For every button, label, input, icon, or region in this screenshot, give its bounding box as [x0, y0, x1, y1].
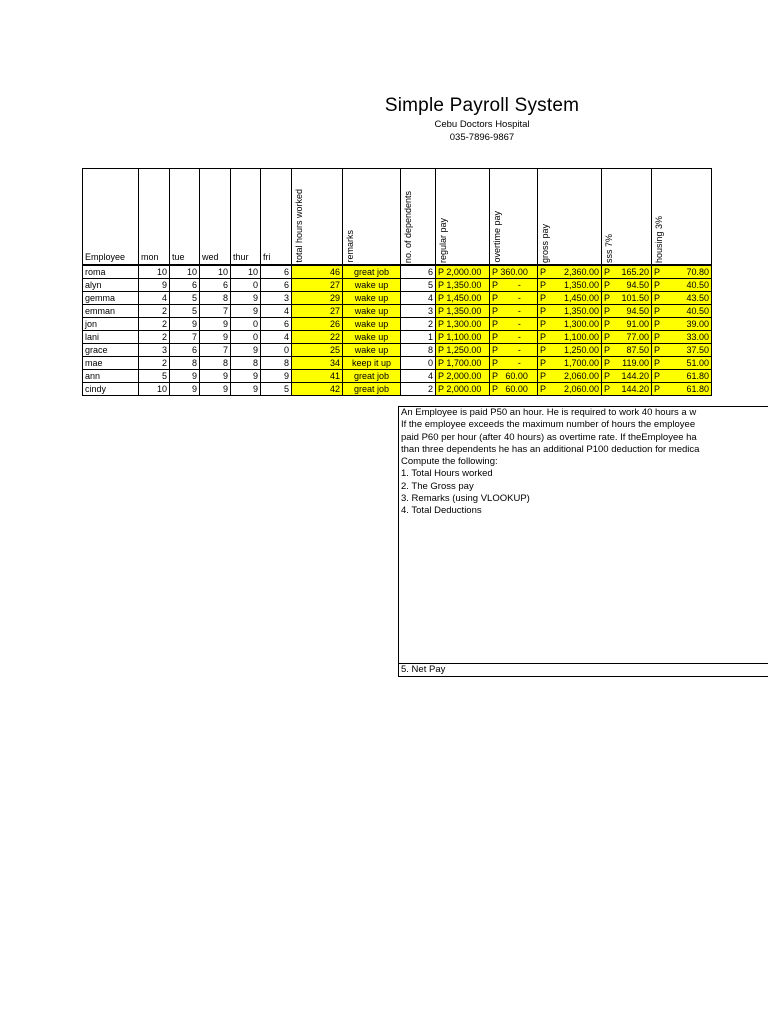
- cell-fri[interactable]: 3: [261, 292, 292, 305]
- cell-gross-pay[interactable]: [538, 344, 602, 357]
- currency-symbol: P: [540, 306, 547, 316]
- cell-total-hours[interactable]: 25: [292, 344, 343, 357]
- cell-housing[interactable]: [652, 265, 712, 279]
- payroll-table: [82, 168, 712, 396]
- cell-wed[interactable]: 7: [200, 305, 231, 318]
- cell-wed[interactable]: 9: [200, 318, 231, 331]
- amount-value: 37.50: [686, 345, 709, 355]
- instructions-box: [398, 406, 768, 677]
- currency-symbol: P: [540, 358, 547, 368]
- cell-mon[interactable]: 10: [139, 265, 170, 279]
- cell-sss[interactable]: [602, 265, 652, 279]
- cell-mon[interactable]: 2: [139, 305, 170, 318]
- amount-value: 40.50: [686, 280, 709, 290]
- table-row: [83, 305, 712, 318]
- cell-mon[interactable]: 3: [139, 344, 170, 357]
- cell-gross-pay[interactable]: [538, 383, 602, 396]
- cell-mon[interactable]: 2: [139, 331, 170, 344]
- cell-mon[interactable]: 4: [139, 292, 170, 305]
- cell-tue[interactable]: 6: [170, 344, 200, 357]
- cell-gross-pay[interactable]: [538, 305, 602, 318]
- currency-symbol: P: [654, 332, 661, 342]
- cell-housing[interactable]: [652, 305, 712, 318]
- amount-value: 119.00: [622, 358, 649, 368]
- cell-overtime-pay[interactable]: P 60.00: [490, 383, 538, 396]
- cell-wed[interactable]: 6: [200, 279, 231, 292]
- cell-total-hours[interactable]: 42: [292, 383, 343, 396]
- cell-overtime-pay[interactable]: P -: [490, 331, 538, 344]
- cell-thur[interactable]: 0: [231, 318, 261, 331]
- currency-symbol: P: [654, 371, 661, 381]
- cell-remarks[interactable]: keep it up: [343, 357, 401, 370]
- cell-dependents[interactable]: 2: [401, 383, 436, 396]
- cell-housing[interactable]: [652, 344, 712, 357]
- cell-housing[interactable]: [652, 318, 712, 331]
- cell-tue[interactable]: 9: [170, 370, 200, 383]
- amount-value: 1,300.00: [563, 319, 599, 329]
- amount-value: 91.00: [626, 319, 649, 329]
- table-row: [83, 331, 712, 344]
- col-header-sss[interactable]: sss 7%: [602, 169, 652, 266]
- table-row: [83, 357, 712, 370]
- cell-thur[interactable]: 8: [231, 357, 261, 370]
- currency-symbol: P: [604, 306, 611, 316]
- cell-employee[interactable]: gemma: [83, 292, 139, 305]
- cell-fri[interactable]: 6: [261, 318, 292, 331]
- col-header-employee[interactable]: Employee: [83, 169, 139, 266]
- cell-overtime-pay[interactable]: P -: [490, 305, 538, 318]
- cell-tue[interactable]: 5: [170, 305, 200, 318]
- currency-symbol: P: [654, 293, 661, 303]
- cell-housing[interactable]: [652, 370, 712, 383]
- cell-gross-pay[interactable]: [538, 265, 602, 279]
- amount-value: 144.20: [621, 384, 649, 394]
- cell-regular-pay[interactable]: P 1,700.00: [436, 357, 490, 370]
- table-row: [83, 370, 712, 383]
- cell-overtime-pay[interactable]: P -: [490, 318, 538, 331]
- table-row: [83, 318, 712, 331]
- instruction-line: 2. The Gross pay: [401, 480, 474, 492]
- cell-sss[interactable]: [602, 331, 652, 344]
- cell-regular-pay[interactable]: P 1,250.00: [436, 344, 490, 357]
- cell-remarks[interactable]: great job: [343, 383, 401, 396]
- col-header-dependents[interactable]: no. of dependents: [401, 169, 436, 266]
- col-header-overtime-pay[interactable]: overtime pay: [490, 169, 538, 266]
- amount-value: 1,250.00: [563, 345, 599, 355]
- cell-dependents[interactable]: 4: [401, 292, 436, 305]
- amount-value: 1,700.00: [563, 358, 599, 368]
- cell-fri[interactable]: 5: [261, 383, 292, 396]
- col-header-wed[interactable]: wed: [200, 169, 231, 266]
- cell-sss[interactable]: [602, 305, 652, 318]
- table-row: [83, 383, 712, 396]
- cell-dependents[interactable]: 4: [401, 370, 436, 383]
- cell-total-hours[interactable]: 22: [292, 331, 343, 344]
- cell-wed[interactable]: 8: [200, 357, 231, 370]
- cell-total-hours[interactable]: 41: [292, 370, 343, 383]
- cell-employee[interactable]: ann: [83, 370, 139, 383]
- hospital-phone: 035-7896-9867: [449, 132, 515, 143]
- cell-tue[interactable]: 6: [170, 279, 200, 292]
- instruction-net-pay: 5. Net Pay: [399, 663, 768, 677]
- cell-mon[interactable]: 2: [139, 318, 170, 331]
- cell-employee[interactable]: roma: [83, 265, 139, 279]
- cell-regular-pay[interactable]: P 1,350.00: [436, 279, 490, 292]
- currency-symbol: P: [604, 358, 611, 368]
- amount-value: 94.50: [626, 306, 649, 316]
- cell-total-hours[interactable]: 26: [292, 318, 343, 331]
- cell-fri[interactable]: 6: [261, 265, 292, 279]
- instruction-line: 3. Remarks (using VLOOKUP): [401, 493, 530, 505]
- cell-employee[interactable]: alyn: [83, 279, 139, 292]
- cell-dependents[interactable]: 5: [401, 279, 436, 292]
- cell-fri[interactable]: 4: [261, 305, 292, 318]
- amount-value: 1,450.00: [563, 293, 599, 303]
- cell-dependents[interactable]: 8: [401, 344, 436, 357]
- cell-tue[interactable]: 5: [170, 292, 200, 305]
- currency-symbol: P: [604, 332, 611, 342]
- currency-symbol: P: [654, 319, 661, 329]
- amount-value: 1,100.00: [563, 332, 599, 342]
- cell-total-hours[interactable]: 34: [292, 357, 343, 370]
- cell-regular-pay[interactable]: P 1,350.00: [436, 305, 490, 318]
- cell-sss[interactable]: [602, 344, 652, 357]
- cell-thur[interactable]: 0: [231, 279, 261, 292]
- currency-symbol: P: [540, 332, 547, 342]
- currency-symbol: P: [604, 345, 611, 355]
- cell-sss[interactable]: [602, 292, 652, 305]
- cell-gross-pay[interactable]: [538, 331, 602, 344]
- cell-total-hours[interactable]: 27: [292, 279, 343, 292]
- cell-dependents[interactable]: 6: [401, 265, 436, 279]
- currency-symbol: P: [654, 384, 661, 394]
- cell-gross-pay[interactable]: [538, 357, 602, 370]
- currency-symbol: P: [604, 293, 611, 303]
- col-header-total-hours[interactable]: total hours worked: [292, 169, 343, 266]
- cell-total-hours[interactable]: 29: [292, 292, 343, 305]
- col-header-mon[interactable]: mon: [139, 169, 170, 266]
- cell-dependents[interactable]: 2: [401, 318, 436, 331]
- instruction-line: paid P60 per hour (after 40 hours) as overtime rate. If theEmployee ha: [401, 431, 697, 443]
- cell-gross-pay[interactable]: [538, 292, 602, 305]
- cell-remarks[interactable]: wake up: [343, 292, 401, 305]
- table-row: [83, 279, 712, 292]
- cell-thur[interactable]: 10: [231, 265, 261, 279]
- amount-value: 144.20: [621, 371, 649, 381]
- cell-overtime-pay[interactable]: P 60.00: [490, 370, 538, 383]
- currency-symbol: P: [654, 345, 661, 355]
- cell-housing[interactable]: [652, 279, 712, 292]
- currency-symbol: P: [604, 371, 611, 381]
- cell-tue[interactable]: 9: [170, 318, 200, 331]
- col-header-housing[interactable]: housing 3%: [652, 169, 712, 266]
- cell-housing[interactable]: [652, 383, 712, 396]
- cell-wed[interactable]: 9: [200, 331, 231, 344]
- cell-regular-pay[interactable]: P 2,000.00: [436, 265, 490, 279]
- cell-wed[interactable]: 10: [200, 265, 231, 279]
- cell-employee[interactable]: cindy: [83, 383, 139, 396]
- amount-value: 1,350.00: [563, 280, 599, 290]
- cell-thur[interactable]: 0: [231, 331, 261, 344]
- table-row: [83, 344, 712, 357]
- cell-employee[interactable]: emman: [83, 305, 139, 318]
- currency-symbol: P: [540, 293, 547, 303]
- cell-remarks[interactable]: wake up: [343, 331, 401, 344]
- col-header-gross-pay[interactable]: gross pay: [538, 169, 602, 266]
- instruction-line: 4. Total Deductions: [401, 505, 482, 517]
- cell-mon[interactable]: 2: [139, 357, 170, 370]
- cell-dependents[interactable]: 1: [401, 331, 436, 344]
- amount-value: 43.50: [686, 293, 709, 303]
- cell-regular-pay[interactable]: P 2,000.00: [436, 383, 490, 396]
- cell-overtime-pay[interactable]: P 360.00: [490, 265, 538, 279]
- cell-regular-pay[interactable]: P 1,450.00: [436, 292, 490, 305]
- cell-remarks[interactable]: wake up: [343, 344, 401, 357]
- cell-thur[interactable]: 9: [231, 292, 261, 305]
- cell-overtime-pay[interactable]: P -: [490, 357, 538, 370]
- cell-total-hours[interactable]: 27: [292, 305, 343, 318]
- col-header-remarks[interactable]: remarks: [343, 169, 401, 266]
- cell-wed[interactable]: 9: [200, 383, 231, 396]
- currency-symbol: P: [654, 306, 661, 316]
- instruction-line: than three dependents he has an additional P100 deduction for medica: [401, 443, 700, 455]
- amount-value: 40.50: [686, 306, 709, 316]
- instruction-line: Compute the following:: [401, 456, 498, 468]
- currency-symbol: P: [604, 319, 611, 329]
- currency-symbol: P: [540, 384, 547, 394]
- cell-fri[interactable]: 4: [261, 331, 292, 344]
- amount-value: 51.00: [686, 358, 709, 368]
- currency-symbol: P: [654, 358, 661, 368]
- amount-value: 61.80: [686, 384, 709, 394]
- cell-wed[interactable]: 9: [200, 370, 231, 383]
- cell-fri[interactable]: 8: [261, 357, 292, 370]
- col-header-fri[interactable]: fri: [261, 169, 292, 266]
- cell-fri[interactable]: 9: [261, 370, 292, 383]
- table-row: [83, 265, 712, 279]
- currency-symbol: P: [654, 267, 661, 277]
- amount-value: 101.50: [621, 293, 649, 303]
- cell-remarks[interactable]: wake up: [343, 305, 401, 318]
- col-header-thur[interactable]: thur: [231, 169, 261, 266]
- cell-thur[interactable]: 9: [231, 305, 261, 318]
- cell-thur[interactable]: 9: [231, 344, 261, 357]
- cell-dependents[interactable]: 3: [401, 305, 436, 318]
- cell-tue[interactable]: 9: [170, 383, 200, 396]
- cell-employee[interactable]: grace: [83, 344, 139, 357]
- amount-value: 33.00: [686, 332, 709, 342]
- amount-value: 1,350.00: [563, 306, 599, 316]
- amount-value: 2,060.00: [563, 371, 599, 381]
- amount-value: 2,360.00: [563, 267, 599, 277]
- cell-regular-pay[interactable]: P 2,000.00: [436, 370, 490, 383]
- cell-employee[interactable]: mae: [83, 357, 139, 370]
- cell-thur[interactable]: 9: [231, 383, 261, 396]
- currency-symbol: P: [540, 345, 547, 355]
- instruction-line: If the employee exceeds the maximum number of hours the employee: [401, 419, 696, 431]
- instruction-line: An Employee is paid P50 an hour. He is required to work 40 hours a w: [401, 407, 697, 418]
- table-row: [83, 292, 712, 305]
- currency-symbol: P: [604, 267, 611, 277]
- currency-symbol: P: [604, 384, 611, 394]
- amount-value: 94.50: [626, 280, 649, 290]
- cell-mon[interactable]: 9: [139, 279, 170, 292]
- cell-sss[interactable]: [602, 318, 652, 331]
- col-header-tue[interactable]: tue: [170, 169, 200, 266]
- cell-tue[interactable]: 8: [170, 357, 200, 370]
- cell-regular-pay[interactable]: P 1,300.00: [436, 318, 490, 331]
- instruction-line: 1. Total Hours worked: [401, 468, 493, 480]
- cell-remarks[interactable]: wake up: [343, 318, 401, 331]
- col-header-regular-pay[interactable]: regular pay: [436, 169, 490, 266]
- currency-symbol: P: [540, 267, 547, 277]
- amount-value: 39.00: [686, 319, 709, 329]
- cell-mon[interactable]: 10: [139, 383, 170, 396]
- currency-symbol: P: [654, 280, 661, 290]
- amount-value: 165.20: [621, 267, 649, 277]
- cell-wed[interactable]: 7: [200, 344, 231, 357]
- cell-dependents[interactable]: 0: [401, 357, 436, 370]
- cell-tue[interactable]: 10: [170, 265, 200, 279]
- cell-gross-pay[interactable]: [538, 370, 602, 383]
- currency-symbol: P: [540, 280, 547, 290]
- cell-remarks[interactable]: wake up: [343, 279, 401, 292]
- cell-fri[interactable]: 6: [261, 279, 292, 292]
- cell-gross-pay[interactable]: [538, 318, 602, 331]
- cell-sss[interactable]: [602, 383, 652, 396]
- cell-wed[interactable]: 8: [200, 292, 231, 305]
- cell-gross-pay[interactable]: [538, 279, 602, 292]
- cell-housing[interactable]: [652, 292, 712, 305]
- cell-regular-pay[interactable]: P 1,100.00: [436, 331, 490, 344]
- cell-remarks[interactable]: great job: [343, 265, 401, 279]
- cell-employee[interactable]: jon: [83, 318, 139, 331]
- cell-remarks[interactable]: great job: [343, 370, 401, 383]
- currency-symbol: P: [540, 371, 547, 381]
- hospital-name: Cebu Doctors Hospital: [434, 119, 530, 130]
- table-header-row: [83, 169, 712, 266]
- cell-housing[interactable]: [652, 331, 712, 344]
- amount-value: 77.00: [626, 332, 649, 342]
- amount-value: 70.80: [686, 267, 709, 277]
- cell-overtime-pay[interactable]: P -: [490, 279, 538, 292]
- cell-overtime-pay[interactable]: P -: [490, 292, 538, 305]
- cell-employee[interactable]: lani: [83, 331, 139, 344]
- cell-fri[interactable]: 0: [261, 344, 292, 357]
- amount-value: 87.50: [626, 345, 649, 355]
- cell-mon[interactable]: 5: [139, 370, 170, 383]
- cell-tue[interactable]: 7: [170, 331, 200, 344]
- cell-overtime-pay[interactable]: P -: [490, 344, 538, 357]
- amount-value: 2,060.00: [563, 384, 599, 394]
- cell-sss[interactable]: [602, 279, 652, 292]
- cell-total-hours[interactable]: 46: [292, 265, 343, 279]
- currency-symbol: P: [540, 319, 547, 329]
- cell-sss[interactable]: [602, 357, 652, 370]
- currency-symbol: P: [604, 280, 611, 290]
- amount-value: 61.80: [686, 371, 709, 381]
- cell-sss[interactable]: [602, 370, 652, 383]
- cell-housing[interactable]: [652, 357, 712, 370]
- page-title: Simple Payroll System: [384, 95, 580, 116]
- cell-thur[interactable]: 9: [231, 370, 261, 383]
